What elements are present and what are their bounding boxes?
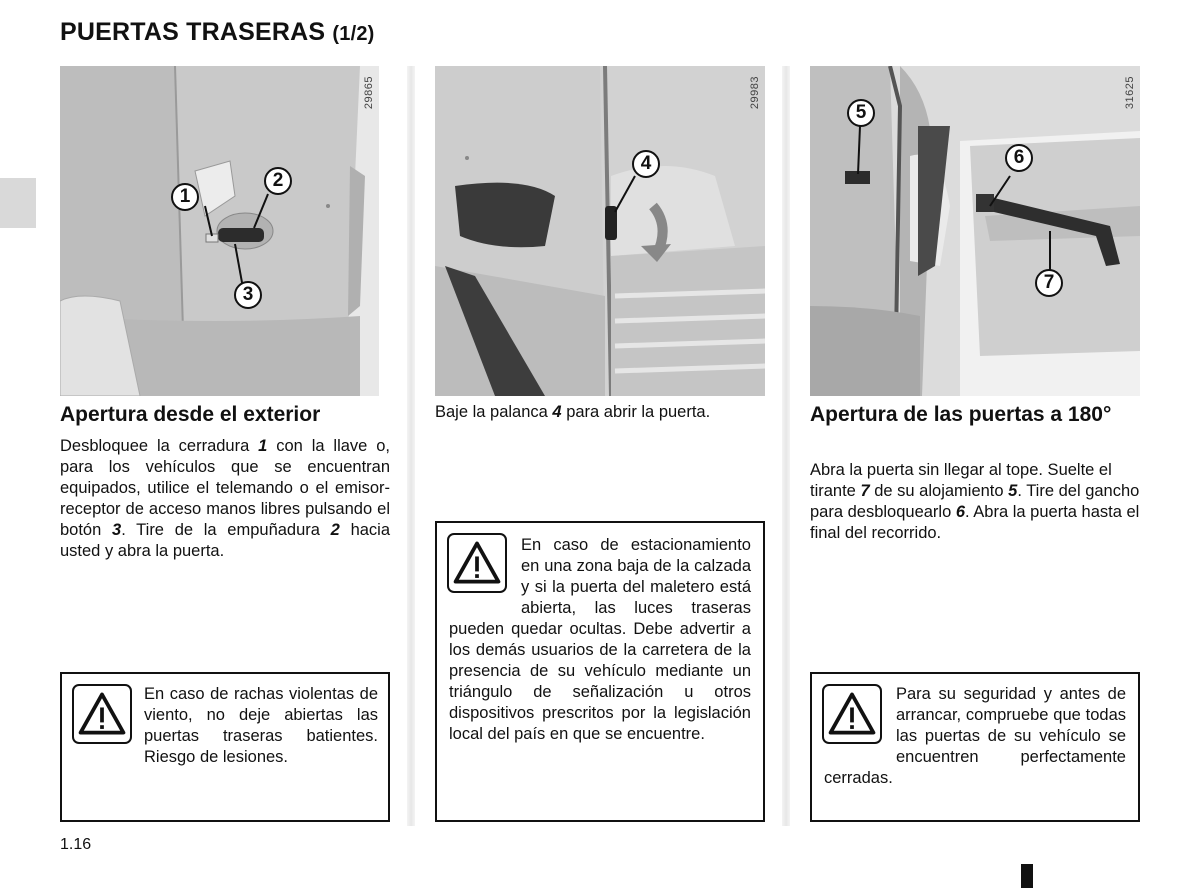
paragraph-180: Abra la puerta sin llegar al tope. Suelte el tirante 7 de su alojamiento 5. Tire del gancho para desbloquearlo 6. Abra la puerta hasta el final del recorrido. xyxy=(810,461,1140,542)
ref-button-3: 3 xyxy=(112,521,122,539)
illustration-180-opening xyxy=(810,66,1140,396)
image-code: 29865 xyxy=(363,76,375,110)
section-heading-180: Apertura de las puertas a 180° xyxy=(810,403,1112,426)
ref-lock-1: 1 xyxy=(258,437,268,455)
ref-lever-4: 4 xyxy=(552,403,562,421)
callout-3: 3 xyxy=(234,281,262,309)
callout-5: 5 xyxy=(847,99,875,127)
page-number: 1.16 xyxy=(60,836,92,853)
paragraph-lever: Baje la palanca 4 para abrir la puerta. xyxy=(435,403,711,421)
interior-lever-drawing xyxy=(435,66,765,396)
ref-hook-6: 6 xyxy=(955,503,966,521)
warning-text-wind: En caso de rachas violentas de viento, no deje abiertas las puertas traseras batientes. Riesgo de lesiones. xyxy=(144,685,378,766)
warning-box-wind xyxy=(60,672,390,822)
column-separator xyxy=(407,66,415,826)
page-title xyxy=(60,18,375,47)
page-title-text: PUERTAS TRASERAS xyxy=(60,18,326,46)
callout-6: 6 xyxy=(1005,144,1033,172)
illustration-interior-lever xyxy=(435,66,765,396)
image-code: 31625 xyxy=(1124,76,1136,110)
warning-text-parking: En caso de estacionamiento en una zona baja de la calzada y si la puerta del maletero está abierta, las luces traseras pueden quedar ocultas. Debe advertir a los demás usuarios de la carretera de la presencia de su vehículo mediante un triángulo de señalización u otros dispositivos prescritos por la legislación local del país en que se encuentre. xyxy=(449,536,751,743)
illustration-exterior-handle xyxy=(60,66,379,396)
chapter-tab xyxy=(0,178,36,228)
paragraph-exterior: Desbloquee la cerradura 1 con la llave o, para los vehículos que se encuentran equipados, utilice el telemando o el emisor-receptor de acceso manos libres pulsando el botón 3. Tire de la empuñadura 2 hacia usted y abra la puerta. xyxy=(60,437,391,560)
ref-housing-5: 5 xyxy=(1008,482,1018,500)
ref-strap-7: 7 xyxy=(860,482,870,500)
callout-1: 1 xyxy=(171,183,199,211)
column-separator xyxy=(782,66,790,826)
section-heading-exterior: Apertura desde el exterior xyxy=(60,403,321,426)
callout-2: 2 xyxy=(264,167,292,195)
ref-handle-2: 2 xyxy=(330,521,340,539)
warning-box-parking xyxy=(435,521,765,822)
callout-7: 7 xyxy=(1035,269,1063,297)
warning-text-doors-closed: Para su seguridad y antes de arrancar, compruebe que todas las puertas de su vehículo se encuentren perfectamente cerradas. xyxy=(824,685,1126,787)
warning-triangle-icon xyxy=(72,684,132,744)
page-title-suffix: (1/2) xyxy=(332,23,375,45)
callout-4: 4 xyxy=(632,150,660,178)
exterior-handle-drawing xyxy=(60,66,379,396)
thumb-index-mark xyxy=(1021,864,1033,888)
warning-box-doors-closed xyxy=(810,672,1140,822)
image-code: 29983 xyxy=(749,76,761,110)
